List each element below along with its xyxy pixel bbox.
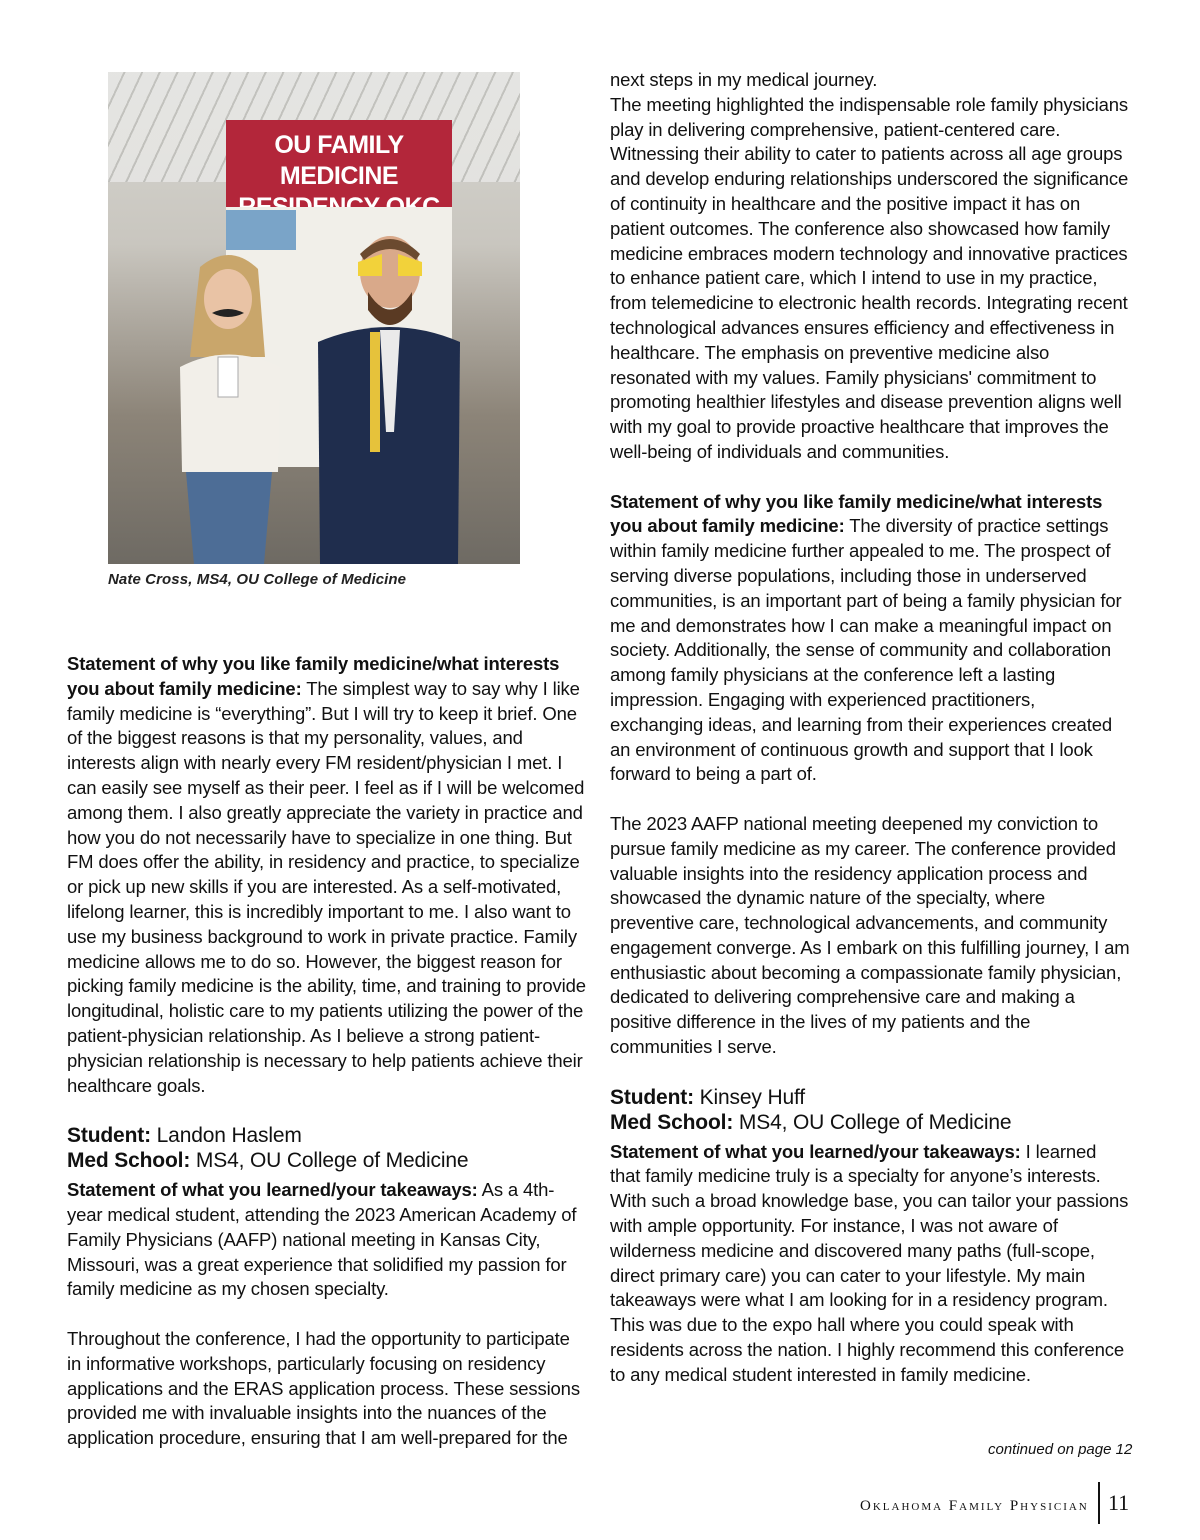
student-label: Student: [610, 1085, 694, 1109]
school-label: Med School: [610, 1110, 734, 1134]
paragraph-meeting: The meeting highlighted the indispensable role family physicians play in delivering comprehensive, patient-centered care. Witnessing their ability to cater to patients across all age groups and develop enduring relationships underscored the significance of continuity in healthcare and the positive impact it has on patient outcomes. The conference also showcased how family medicine embraces modern technology and innovative practices to enhance patient care, which I intend to use in my practice, from telemedicine to electronic health records. Integrating recent technological advances ensures efficiency and effectiveness in healthcare. The emphasis on preventive medicine also resonated with my values. Family physicians' commitment to promoting healthier lifestyles and disease prevention aligns well with my goal to provide proactive healthcare that improves the well-being of individuals and communities. [610, 93, 1129, 462]
statement-text: I learned that family medicine truly is a specialty for anyone’s interests. With such a broad knowledge base, you can tailor your passions with ample opportunity. For instance, I was not aware of wilderness medicine and discovered many paths (full-scope, direct primary care) you can cater to your lifestyle. My main takeaways were what I am looking for in a residency program. This was due to the expo hall where you could speak with residents across the nation. I highly recommend this conference to any medical student interested in family medicine. [610, 1140, 1129, 1385]
student-line [67, 1123, 587, 1148]
right-column [610, 68, 1130, 1388]
statement-learned-1 [67, 1178, 587, 1302]
banner-line-1: OU FAMILY MEDICINE [274, 131, 404, 190]
page-number: 11 [1108, 1490, 1130, 1515]
left-column [67, 652, 587, 1451]
student-name: Kinsey Huff [693, 1085, 805, 1109]
student-figure-woman [160, 247, 290, 564]
student-label: Student: [67, 1124, 151, 1148]
statement-text: As a 4th-year medical student, attending the 2023 American Academy of Family Physicians (AAFP) national meeting in Kansas City, Missouri, was a great experience that solidified my passion for family medicine as my chosen specialty. [67, 1179, 577, 1300]
statement-why-fm-1 [67, 652, 587, 1098]
poster-logo [226, 210, 296, 250]
continued-note: continued on page 12 [988, 1441, 1133, 1458]
statement-learned-2 [610, 1140, 1130, 1388]
conference-photo [108, 72, 520, 564]
statement-label: Statement of what you learned/your takeaways: [610, 1140, 1021, 1162]
statement-label: Statement of why you like family medicine/what interests you about family medicine: [67, 653, 560, 699]
school-line [67, 1148, 587, 1173]
statement-why-fm-2 [610, 490, 1130, 788]
school-line [610, 1110, 1130, 1135]
statement-text: The diversity of practice settings within family medicine further appealed to me. The prospect of serving diverse populations, including those in underserved communities, is an important part of being a family physician for me and demonstrates how I can make a meaningful impact on society. Additionally, the sense of community and collaboration among family physicians at the conference left a lasting impression. Engaging with experienced practitioners, exchanging ideas, and learning from their experiences created an environment of continuous growth and support that I look forward to being a part of. [610, 515, 1122, 785]
student-figure-man [308, 232, 468, 564]
paragraph-workshops: Throughout the conference, I had the opportunity to participate in informative workshops, particularly focusing on residency applications and the ERAS application process. These sessions provided me with invaluable insights into the nuances of the application procedure, ensuring that I am well-prepared for the [67, 1327, 580, 1449]
statement-text: The simplest way to say why I like family medicine is “everything”. But I will try to keep it brief. One of the biggest reasons is that my personality, values, and interests align with nearly every FM resident/physician I met. I can easily see myself as their peer. I feel as if I will be welcomed among them. I also greatly appreciate the variety in practice and how you do not necessarily have to specialize in one thing. But FM does offer the ability, in residency and practice, to specialize or pick up new skills if you are interested. As a self-motivated, lifelong learner, this is incredibly important to me. I also want to use my business background to work in private practice. Family medicine allows me to do so. However, the biggest reason for picking family medicine is the ability, time, and training to provide longitudinal, holistic care to my patients utilizing the power of the patient-physician relationship. As I believe a strong patient-physician relationship is necessary to help patients achieve their healthcare goals. [67, 677, 586, 1096]
footer-divider [1098, 1482, 1100, 1524]
photo-caption: Nate Cross, MS4, OU College of Medicine [108, 571, 407, 588]
student-name: Landon Haslem [150, 1124, 302, 1148]
student-line [610, 1085, 1130, 1110]
paragraph-continuation: next steps in my medical journey. [610, 69, 878, 90]
school-name: MS4, OU College of Medicine [733, 1110, 1012, 1134]
statement-label: Statement of why you like family medicine/what interests you about family medicine: [610, 490, 1103, 537]
school-label: Med School: [67, 1149, 191, 1173]
school-name: MS4, OU College of Medicine [190, 1149, 469, 1173]
publication-name: Oklahoma Family Physician [860, 1498, 1089, 1514]
paragraph-conclusion: The 2023 AAFP national meeting deepened my conviction to pursue family medicine as my career. The conference provided valuable insights into the residency application process and showcased the dynamic nature of the specialty, where preventive care, technological advancements, and community engagement converge. As I embark on this fulfilling journey, I am enthusiastic about becoming a compassionate family physician, dedicated to delivering comprehensive care and making a positive difference in the lives of my patients and the communities I serve. [610, 812, 1130, 1058]
statement-label: Statement of what you learned/your takeaways: [67, 1179, 478, 1201]
